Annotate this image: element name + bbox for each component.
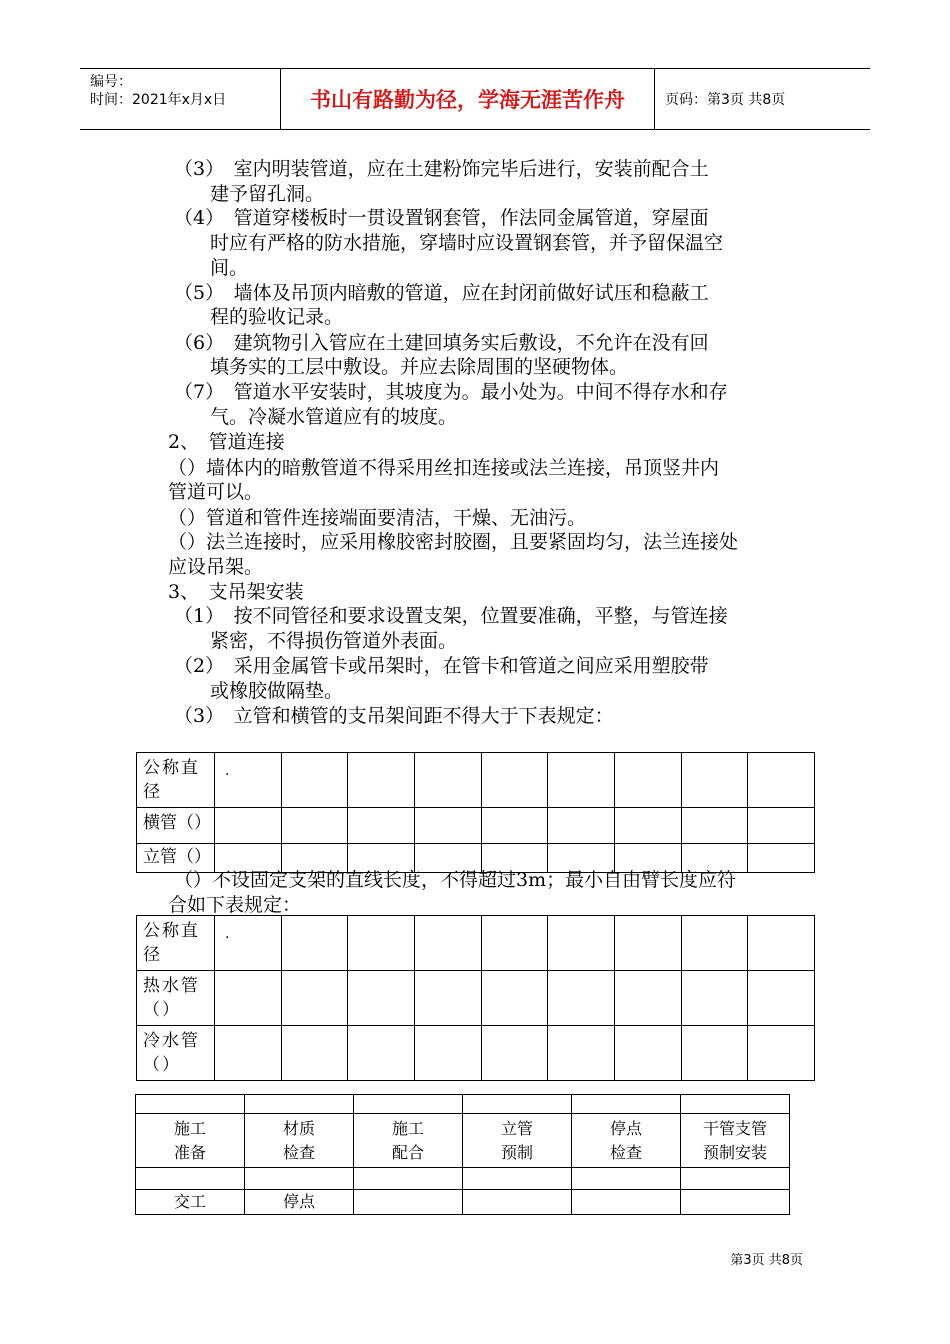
text-line: （6） 建筑物引入管应在土建回填务实后敷设，不允许在没有回 bbox=[174, 332, 709, 354]
step-label: 检查 bbox=[282, 1142, 315, 1162]
header-motto: 书山有路勤为径，学海无涯苦作舟 bbox=[281, 69, 655, 129]
table-cell bbox=[215, 1026, 282, 1081]
table-cell bbox=[748, 753, 815, 808]
text-line: 气。冷凝水管道应有的坡度。 bbox=[210, 406, 458, 428]
step-label: 施工 bbox=[391, 1118, 424, 1138]
table-header-cell: 冷水管（） bbox=[137, 1026, 215, 1081]
step-cell-construction-coordination bbox=[354, 1114, 463, 1168]
table-cell bbox=[414, 753, 481, 808]
text-line: 应设吊架。 bbox=[168, 556, 264, 578]
table-cell bbox=[748, 916, 815, 971]
table-cell bbox=[481, 916, 548, 971]
table-cell bbox=[348, 1026, 415, 1081]
step-label: 准备 bbox=[173, 1142, 206, 1162]
step-label: 停点 bbox=[609, 1118, 642, 1138]
process-flow-table bbox=[135, 1094, 790, 1215]
step-cell-stop-point: 停点 bbox=[245, 1190, 354, 1215]
text-line: 或橡胶做隔垫。 bbox=[210, 680, 344, 702]
table-cell bbox=[414, 916, 481, 971]
table-cell bbox=[281, 916, 348, 971]
step-label: 配合 bbox=[391, 1142, 424, 1162]
text-line: 间。 bbox=[210, 257, 249, 279]
table-cell bbox=[614, 753, 681, 808]
step-label: 检查 bbox=[609, 1142, 642, 1162]
table-cell bbox=[748, 1026, 815, 1081]
table-cell bbox=[215, 808, 282, 844]
table-cell bbox=[281, 753, 348, 808]
table-cell bbox=[681, 1095, 790, 1114]
step-cell-handover: 交工 bbox=[136, 1190, 245, 1215]
table-cell bbox=[463, 1095, 572, 1114]
text-line: （7） 管道水平安装时，其坡度为。最小处为。中间不得存水和存 bbox=[174, 381, 728, 403]
text-line: 时应有严格的防水措施，穿墙时应设置钢套管，并予留保温空 bbox=[210, 232, 724, 254]
step-label: 预制安装 bbox=[702, 1142, 767, 1162]
serial-label: 编号： bbox=[90, 74, 132, 90]
step-cell-stop-check bbox=[572, 1114, 681, 1168]
table-cell bbox=[548, 916, 615, 971]
table-cell bbox=[572, 1168, 681, 1190]
text-line: 建予留孔洞。 bbox=[210, 183, 325, 205]
table-cell bbox=[354, 1095, 463, 1114]
table-cell bbox=[548, 808, 615, 844]
table-cell bbox=[245, 1095, 354, 1114]
table-cell bbox=[414, 971, 481, 1026]
table-cell bbox=[481, 808, 548, 844]
text-line: 合如下表规定： bbox=[168, 894, 302, 916]
table-cell bbox=[548, 753, 615, 808]
table-cell bbox=[354, 1168, 463, 1190]
table-cell bbox=[748, 971, 815, 1026]
text-line: （1） 按不同管径和要求设置支架，位置要准确，平整，与管连接 bbox=[174, 605, 728, 627]
table-header-cell: 立管（） bbox=[137, 844, 215, 873]
table-cell bbox=[614, 1026, 681, 1081]
table-header-cell: 公称直径 bbox=[137, 753, 215, 808]
table-cell bbox=[348, 753, 415, 808]
table-cell bbox=[572, 1190, 681, 1215]
step-label: 干管支管 bbox=[702, 1118, 767, 1138]
table-cell bbox=[414, 808, 481, 844]
table-cell bbox=[614, 808, 681, 844]
table-cell bbox=[245, 1168, 354, 1190]
table-cell bbox=[481, 971, 548, 1026]
table-cell bbox=[681, 971, 748, 1026]
table-cell bbox=[481, 1026, 548, 1081]
page-header bbox=[80, 68, 870, 130]
section-heading: 2、 管道连接 bbox=[168, 431, 285, 453]
step-cell-construction-prep bbox=[136, 1114, 245, 1168]
step-label: 立管 bbox=[500, 1118, 533, 1138]
text-line: （2） 采用金属管卡或吊架时，在管卡和管道之间应采用塑胶带 bbox=[174, 655, 709, 677]
step-label: 施工 bbox=[173, 1118, 206, 1138]
step-cell-material-check bbox=[245, 1114, 354, 1168]
table-header-cell: 公称直径 bbox=[137, 916, 215, 971]
table-cell bbox=[548, 1026, 615, 1081]
text-line: （）法兰连接时，应采用橡胶密封胶圈，且要紧固均匀，法兰连接处 bbox=[168, 531, 739, 553]
text-line: （）不设固定支架的直线长度，不得超过3m；最小自由臂长度应符 bbox=[174, 869, 737, 891]
table-cell bbox=[348, 971, 415, 1026]
table-cell bbox=[681, 808, 748, 844]
table-cell bbox=[136, 1168, 245, 1190]
support-spacing-table bbox=[136, 752, 815, 873]
table-cell: . bbox=[215, 916, 282, 971]
header-page-info: 页码：第3页 共8页 bbox=[665, 92, 786, 108]
free-arm-length-table bbox=[136, 915, 815, 1081]
text-line: 程的验收记录。 bbox=[210, 306, 344, 328]
table-cell bbox=[681, 753, 748, 808]
text-line: 填务实的工层中敷设。并应去除周围的坚硬物体。 bbox=[210, 356, 629, 378]
table-cell bbox=[481, 753, 548, 808]
table-cell bbox=[281, 971, 348, 1026]
text-line: （）墙体内的暗敷管道不得采用丝扣连接或法兰连接，吊顶竖井内 bbox=[168, 457, 720, 479]
table-cell bbox=[354, 1190, 463, 1215]
text-line: （3） 室内明装管道，应在土建粉饰完毕后进行，安装前配合土 bbox=[174, 158, 709, 180]
text-line: （）管道和管件连接端面要清洁，干燥、无油污。 bbox=[168, 507, 587, 529]
text-line: （5） 墙体及吊顶内暗敷的管道，应在封闭前做好试压和稳蔽工 bbox=[174, 282, 709, 304]
page-footer: 第3页 共8页 bbox=[730, 1253, 803, 1268]
text-line: （3） 立管和横管的支吊架间距不得大于下表规定： bbox=[174, 705, 614, 727]
section-heading: 3、 支吊架安装 bbox=[168, 581, 304, 603]
text-line: 紧密，不得损伤管道外表面。 bbox=[210, 630, 458, 652]
table-cell bbox=[463, 1168, 572, 1190]
table-cell bbox=[681, 1026, 748, 1081]
table-cell bbox=[572, 1095, 681, 1114]
step-label: 材质 bbox=[282, 1118, 315, 1138]
table-cell bbox=[681, 1168, 790, 1190]
time-label: 时间：2021年x月x日 bbox=[90, 92, 227, 108]
text-line: 管道可以。 bbox=[168, 481, 264, 503]
table-cell bbox=[348, 916, 415, 971]
table-header-cell: 热水管（） bbox=[137, 971, 215, 1026]
table-cell bbox=[748, 808, 815, 844]
table-cell bbox=[548, 971, 615, 1026]
text-line: （4） 管道穿楼板时一贯设置钢套管，作法同金属管道，穿屋面 bbox=[174, 207, 709, 229]
table-cell bbox=[281, 1026, 348, 1081]
table-cell bbox=[136, 1095, 245, 1114]
table-cell bbox=[281, 808, 348, 844]
step-label: 预制 bbox=[500, 1142, 533, 1162]
table-cell bbox=[614, 971, 681, 1026]
table-cell bbox=[414, 1026, 481, 1081]
table-cell: . bbox=[215, 753, 282, 808]
table-cell bbox=[348, 808, 415, 844]
table-cell bbox=[614, 916, 681, 971]
header-info-cell bbox=[80, 69, 281, 129]
table-cell bbox=[463, 1190, 572, 1215]
table-header-cell: 横管（） bbox=[137, 808, 215, 844]
table-cell bbox=[215, 971, 282, 1026]
table-cell bbox=[748, 844, 815, 873]
step-cell-riser-prefab bbox=[463, 1114, 572, 1168]
step-cell-main-branch-install bbox=[681, 1114, 790, 1168]
table-cell bbox=[681, 916, 748, 971]
table-cell bbox=[681, 1190, 790, 1215]
